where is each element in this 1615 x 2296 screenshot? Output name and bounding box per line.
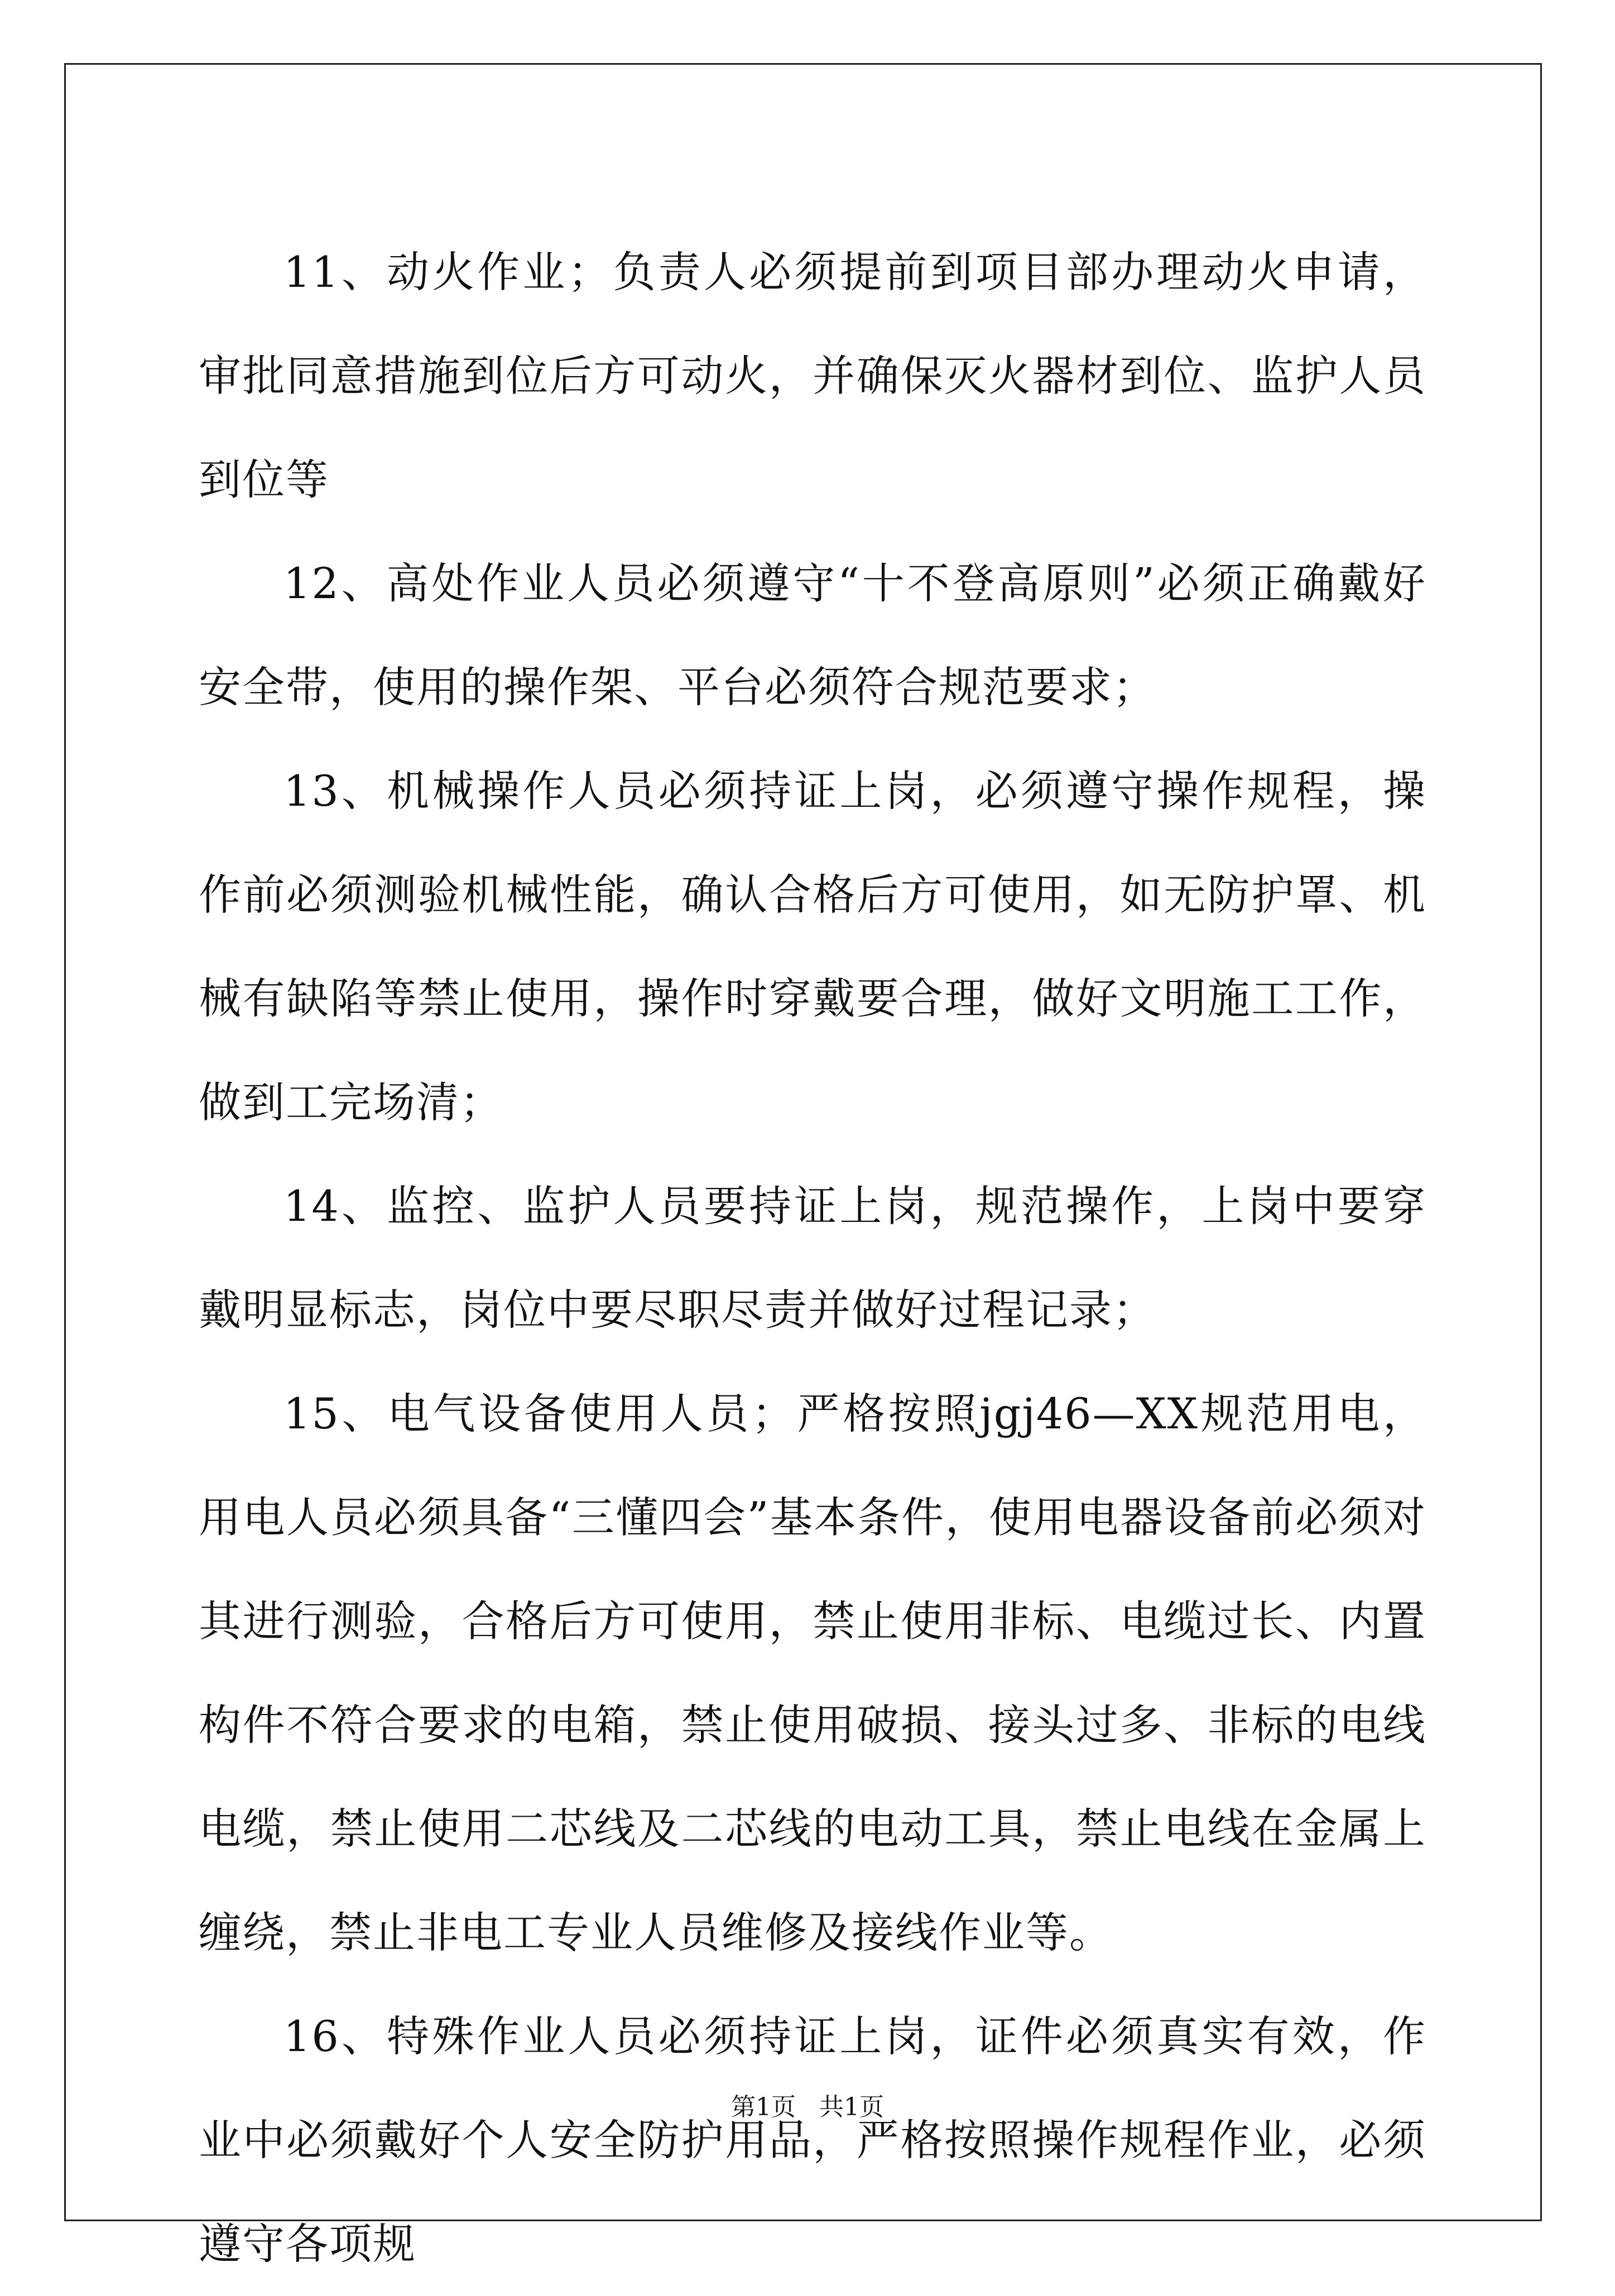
paragraph-12: 12、高处作业人员必须遵守“十不登高原则”必须正确戴好安全带，使用的操作架、平台必须符合规范要求； (199, 559, 1426, 712)
paragraph-15: 15、电气设备使用人员；严格按照jgj46—XX规范用电，用电人员必须具备“三懂四会”基本条件，使用电器设备前必须对其进行测验，合格后方可使用，禁止使用非标、电缆过长、内置构件不符合要求的电箱，禁止使用破损、接头过多、非标的电线电缆，禁止使用二芯线及二芯线的电动工具，禁止电线在金属上缠绕，禁止非电工专业人员维修及接线作业等。 (199, 1389, 1426, 1957)
page-number: 第1页 共1页 (731, 2093, 884, 2121)
paragraph-11: 11、动火作业；负责人必须提前到项目部办理动火申请，审批同意措施到位后方可动火，并确保灭火器材到位、监护人员到位等 (199, 247, 1426, 504)
paragraph-16: 16、特殊作业人员必须持证上岗，证件必须真实有效，作业中必须戴好个人安全防护用品，严格按照操作规程作业，必须遵守各项规 (199, 2011, 1426, 2269)
paragraph-13: 13、机械操作人员必须持证上岗，必须遵守操作规程，操作前必须测验机械性能，确认合格后方可使用，如无防护罩、机械有缺陷等禁止使用，操作时穿戴要合理，做好文明施工工作，做到工完场清； (199, 766, 1426, 1127)
page-footer (0, 2087, 1615, 2122)
document-body (199, 220, 1426, 2296)
paragraph-14: 14、监控、监护人员要持证上岗，规范操作，上岗中要穿戴明显标志，岗位中要尽职尽责并做好过程记录； (199, 1181, 1426, 1335)
